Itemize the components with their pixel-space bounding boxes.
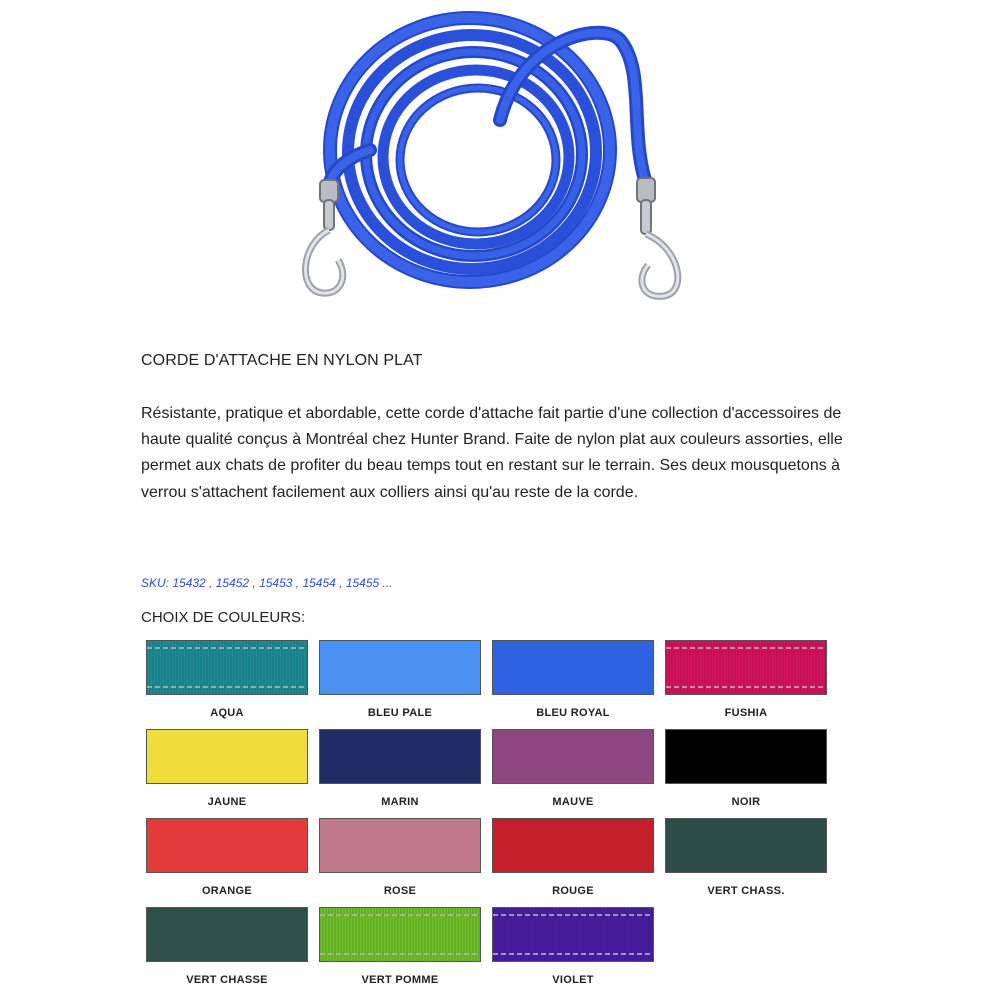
- product-title: CORDE D'ATTACHE EN NYLON PLAT: [141, 352, 423, 369]
- color-swatch[interactable]: [665, 640, 827, 719]
- color-swatch-sample[interactable]: [146, 818, 308, 873]
- color-swatch-label: ROSE: [383, 885, 417, 897]
- color-swatch[interactable]: [492, 907, 654, 986]
- color-swatch-sample[interactable]: [492, 818, 654, 873]
- color-swatch-label: BLEU ROYAL: [536, 707, 610, 719]
- color-swatch-label: VIOLET: [552, 974, 594, 986]
- color-swatch-label: FUSHIA: [724, 707, 768, 719]
- color-swatch-label: VERT CHASSE: [186, 974, 268, 986]
- color-swatch[interactable]: [492, 818, 654, 897]
- color-swatch-label: MAUVE: [552, 796, 594, 808]
- color-swatch-sample[interactable]: [146, 640, 308, 695]
- color-swatch[interactable]: [319, 818, 481, 897]
- color-swatch[interactable]: [146, 818, 308, 897]
- color-swatch-label: JAUNE: [207, 796, 247, 808]
- nylon-webbing-texture: [147, 641, 307, 694]
- color-swatch[interactable]: [319, 729, 481, 808]
- color-swatch-sample[interactable]: [492, 640, 654, 695]
- color-swatch[interactable]: [665, 729, 827, 808]
- color-swatch[interactable]: [665, 818, 827, 897]
- color-swatch-sample[interactable]: [319, 818, 481, 873]
- snap-hook-right-icon: [637, 178, 678, 296]
- color-swatch[interactable]: [146, 907, 308, 986]
- blue-leash-image: [260, 0, 740, 310]
- color-swatch[interactable]: [146, 640, 308, 719]
- color-swatch-label: NOIR: [731, 796, 761, 808]
- color-swatch-label: VERT POMME: [361, 974, 439, 986]
- color-swatch[interactable]: [492, 729, 654, 808]
- color-swatch-label: ORANGE: [201, 885, 253, 897]
- color-swatch-sample[interactable]: [146, 729, 308, 784]
- color-swatch-label: BLEU PALE: [367, 707, 433, 719]
- color-swatch-sample[interactable]: [492, 907, 654, 962]
- color-swatch[interactable]: [492, 640, 654, 719]
- nylon-webbing-texture: [320, 908, 480, 961]
- color-swatch-sample[interactable]: [319, 640, 481, 695]
- color-swatch-sample[interactable]: [665, 729, 827, 784]
- nylon-webbing-texture: [493, 908, 653, 961]
- color-swatch-sample[interactable]: [665, 818, 827, 873]
- colors-heading: CHOIX DE COULEURS:: [141, 609, 306, 626]
- product-description: Résistante, pratique et abordable, cette corde d'attache fait partie d'une collection d'accessoires de haute qualité conçus à Montréal chez Hunter Brand. Faite de nylon plat aux couleurs assorties, elle permet aux chats de profiter du beau temps tout en restant sur le terrain. Ses deux mousquetons à verrou s'attachent facilement aux colliers ainsi qu'au reste de la corde.: [141, 405, 843, 501]
- sku-link[interactable]: SKU: 15432 , 15452 , 15453 , 15454 , 15455 ...: [141, 576, 393, 590]
- color-swatch-label: ROUGE: [552, 885, 594, 897]
- nylon-webbing-texture: [666, 641, 826, 694]
- snap-hook-left-icon: [305, 180, 342, 293]
- color-swatch-sample[interactable]: [665, 640, 827, 695]
- color-swatch-label: VERT CHASS.: [707, 885, 785, 897]
- color-swatch[interactable]: [146, 729, 308, 808]
- color-swatch-sample[interactable]: [492, 729, 654, 784]
- color-swatch[interactable]: [319, 640, 481, 719]
- color-swatch-sample[interactable]: [319, 729, 481, 784]
- color-swatch-sample[interactable]: [146, 907, 308, 962]
- color-swatch-sample[interactable]: [319, 907, 481, 962]
- color-swatch[interactable]: [319, 907, 481, 986]
- color-swatch-label: MARIN: [381, 796, 419, 808]
- color-swatch-label: AQUA: [210, 707, 244, 719]
